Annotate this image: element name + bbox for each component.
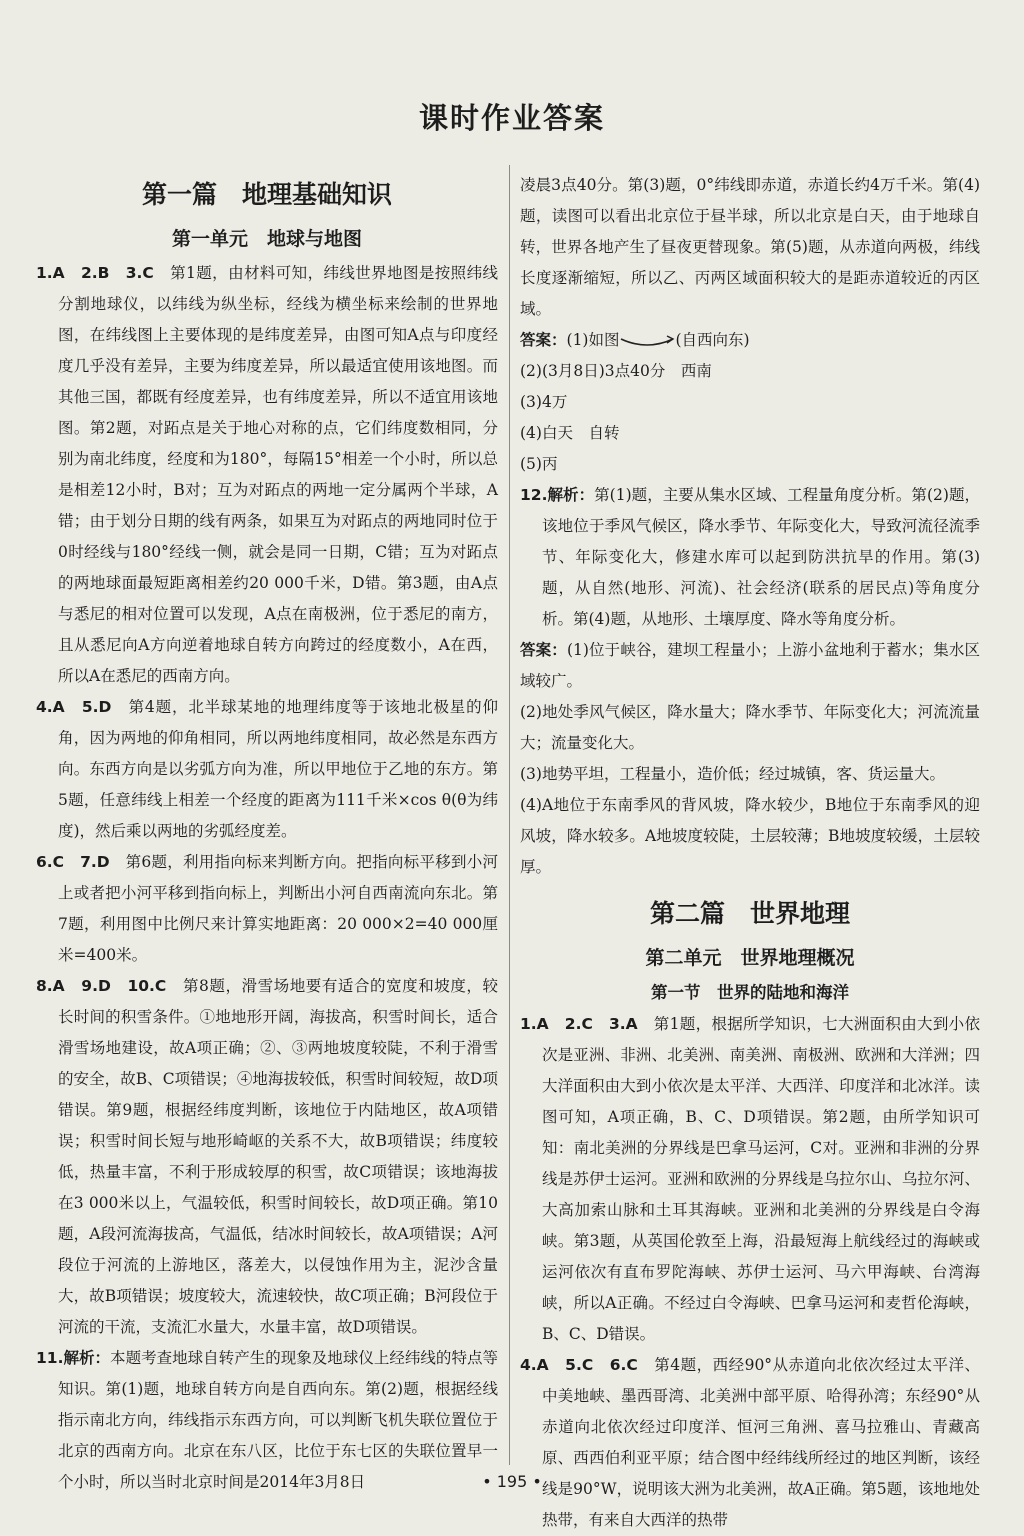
answer-text: (1)位于峡谷，建坝工程量小；上游小盆地利于蓄水；集水区域较广。: [520, 641, 980, 690]
answer-label: 答案：: [520, 331, 567, 349]
answer-label: 8.A 9.D 10.C: [36, 977, 167, 995]
answer-block-q6-7: [36, 847, 498, 971]
answer-label: 6.C 7.D: [36, 853, 110, 871]
answer-block-q1-3: [36, 258, 498, 692]
unit-heading: 第一单元 地球与地图: [171, 228, 362, 250]
q12-answer-3: (3)地势平坦，工程量小，造价低；经过城镇，客、货运量大。: [520, 765, 945, 783]
answer-block-q4-5: [36, 692, 498, 847]
explanation-text: 第6题，利用指向标来判断方向。把指向标平移到小河上或者把小河平移到指向标上，判断出小河自西南流向东北。第7题，利用图中比例尺来计算实地距离：20 000×2=40 000厘米=400米。: [58, 853, 498, 964]
q12-answer-1: [520, 635, 980, 697]
part-heading: 第一篇 地理基础知识: [141, 180, 392, 209]
answer-line-1: [520, 325, 980, 356]
answer-line-3: (3)4万: [520, 393, 568, 411]
page-number: • 195 •: [482, 1472, 542, 1491]
explanation-text: 第1题，由材料可知，纬线世界地图是按照纬线分割地球仪，以纬线为纵坐标，经线为横坐标来绘制的世界地图，在纬线图上主要体现的是纬度差异，由图可知A点与印度经度几乎没有差异，主要为纬度差异，所以最适宜使用该地图。而其他三国，都既有经度差异，也有纬度差异，所以不适宜用该地图。第2题，对跖点是关于地心对称的点，它们纬度数相同，分别为南北纬度，经度和为180°，每隔15°相差一个小时，所以总是相差12小时，B对；互为对跖点的两地一定分属两个半球，A错；由于划分日期的线有两条，如果互为对跖点的两地同时位于0时经线与180°经线一侧，就会是同一日期，C错；互为对跖点的两地球面最短距离相差约20 000千米，D错。第3题，由A点与悉尼的相对位置可以发现，A点在南极洲，位于悉尼的南方，且从悉尼向A方向逆着地球自转方向跨过的经度数小，A在西，所以A在悉尼的西南方向。: [58, 264, 498, 685]
explanation-text: 第1题，根据所学知识，七大洲面积由大到小依次是亚洲、非洲、北美洲、南美洲、南极洲、欧洲和大洋洲；四大洋面积由大到小依次是太平洋、大西洋、印度洋和北冰洋。读图可知，A项正确，B、C、D项错误。第2题，由所学知识可知：南北美洲的分界线是巴拿马运河，C对。亚洲和非洲的分界线是苏伊士运河。亚洲和欧洲的分界线是乌拉尔山、乌拉尔河、大高加索山脉和土耳其海峡。亚洲和北美洲的分界线是白令海峡。第3题，从英国伦敦至上海，沿最短海上航线经过的海峡或运河依次有直布罗陀海峡、苏伊士运河、马六甲海峡、台湾海峡，所以A正确。不经过白令海峡、巴拿马运河和麦哲伦海峡，B、C、D错误。: [542, 1015, 980, 1343]
answer-label: 4.A 5.C 6.C: [520, 1356, 638, 1374]
part-heading: 第二篇 世界地理: [649, 899, 850, 928]
unit-heading: 第二单元 世界地理概况: [645, 947, 855, 969]
analysis-label: 11.解析：: [36, 1349, 111, 1367]
answer-label: 1.A 2.B 3.C: [36, 264, 154, 282]
answer-line-4: (4)白天 自转: [520, 424, 620, 442]
answer-block-s1-q4-6: [520, 1350, 980, 1536]
right-column: [520, 170, 980, 1536]
q12-answer-4: (4)A地位于东南季风的背风坡，降水较少，B地位于东南季风的迎风坡，降水较多。A地坡度较陡，土层较薄；B地坡度较缓，土层较厚。: [520, 796, 980, 876]
explanation-text: 第4题，北半球某地的地理纬度等于该地北极星的仰角，因为两地的仰角相同，所以两地纬度相同，故必然是东西方向。东西方向是以劣弧方向为准，所以甲地位于乙地的东方。第5题，任意纬线上相差一个经度的距离为111千米×cos θ(θ为纬度)，然后乘以两地的劣弧经度差。: [58, 698, 498, 840]
arc-arrow-icon: [619, 333, 675, 349]
page-title: 课时作业答案: [418, 101, 605, 135]
answer-line-2: (2)(3月8日)3点40分 西南: [520, 362, 712, 380]
answer-label: 答案：: [520, 641, 567, 659]
explanation-text: 第(1)题，主要从集水区域、工程量角度分析。第(2)题，该地位于季风气候区，降水季节、年际变化大，导致河流径流季节、年际变化大，修建水库可以起到防洪抗旱的作用。第(3)题，从自然(地形、河流)、社会经济(联系的居民点)等角度分析。第(4)题，从地形、土壤厚度、降水等角度分析。: [542, 486, 980, 628]
explanation-text: 本题考查地球自转产生的现象及地球仪上经纬线的特点等知识。第(1)题，地球自转方向是自西向东。第(2)题，根据经线指示南北方向，纬线指示东西方向，可以判断飞机失联位置位于北京的西南方向。北京在东八区，比位于东七区的失联位置早一个小时，所以当时北京时间是2014年3月8日: [58, 1349, 498, 1491]
q12-answer-2: (2)地处季风气候区，降水量大；降水季节、年际变化大；河流流量大；流量变化大。: [520, 703, 980, 752]
answer-text: (自西向东): [675, 331, 750, 349]
answer-label: 1.A 2.C 3.A: [520, 1015, 638, 1033]
answer-block-s1-q1-3: [520, 1009, 980, 1350]
left-column: [36, 170, 498, 1498]
answer-block-q8-10: [36, 971, 498, 1343]
q11-continued: 凌晨3点40分。第(3)题，0°纬线即赤道，赤道长约4万千米。第(4)题，读图可以看出北京位于昼半球，所以北京是白天，由于地球自转，世界各地产生了昼夜更替现象。第(5)题，从赤道向两极，纬线长度逐渐缩短，所以乙、丙两区域面积较大的是距赤道较近的丙区域。: [520, 176, 980, 318]
answer-block-q12: [520, 480, 980, 635]
section-heading: 第一节 世界的陆地和海洋: [651, 983, 849, 1002]
answer-line-5: (5)丙: [520, 455, 558, 473]
analysis-label: 12.解析：: [520, 486, 595, 504]
answer-text: (1)如图: [566, 331, 620, 349]
explanation-text: 第8题，滑雪场地要有适合的宽度和坡度，较长时间的积雪条件。①地地形开阔，海拔高，积雪时间长，适合滑雪场地建设，故A项正确；②、③两地坡度较陡，不利于滑雪的安全，故B、C项错误；④地海拔较低，积雪时间较短，故D项错误。第9题，根据经纬度判断，该地位于内陆地区，故A项错误；积雪时间长短与地形崎岖的关系不大，故B项错误；纬度较低，热量丰富，不利于形成较厚的积雪，故C项错误；该地海拔在3 000米以上，气温较低，积雪时间较长，故D项正确。第10题，A段河流海拔高，气温低，结冰时间较长，故A项错误；A河段位于河流的上游地区，落差大，以侵蚀作用为主，泥沙含量大，故B项错误；坡度较大，流速较快，故C项正确；B河段位于河流的干流，支流汇水量大，水量丰富，故D项错误。: [58, 977, 498, 1336]
column-divider: [509, 165, 510, 1465]
answer-label: 4.A 5.D: [36, 698, 112, 716]
explanation-text: 第4题，西经90°从赤道向北依次经过太平洋、中美地峡、墨西哥湾、北美洲中部平原、哈得孙湾；东经90°从赤道向北依次经过印度洋、恒河三角洲、喜马拉雅山、青藏高原、西西伯利亚平原；结合图中经纬线所经过的地区判断，该经线是90°W，说明该大洲为北美洲，故A正确。第5题，该地地处热带，有来自大西洋的热带: [542, 1356, 980, 1529]
